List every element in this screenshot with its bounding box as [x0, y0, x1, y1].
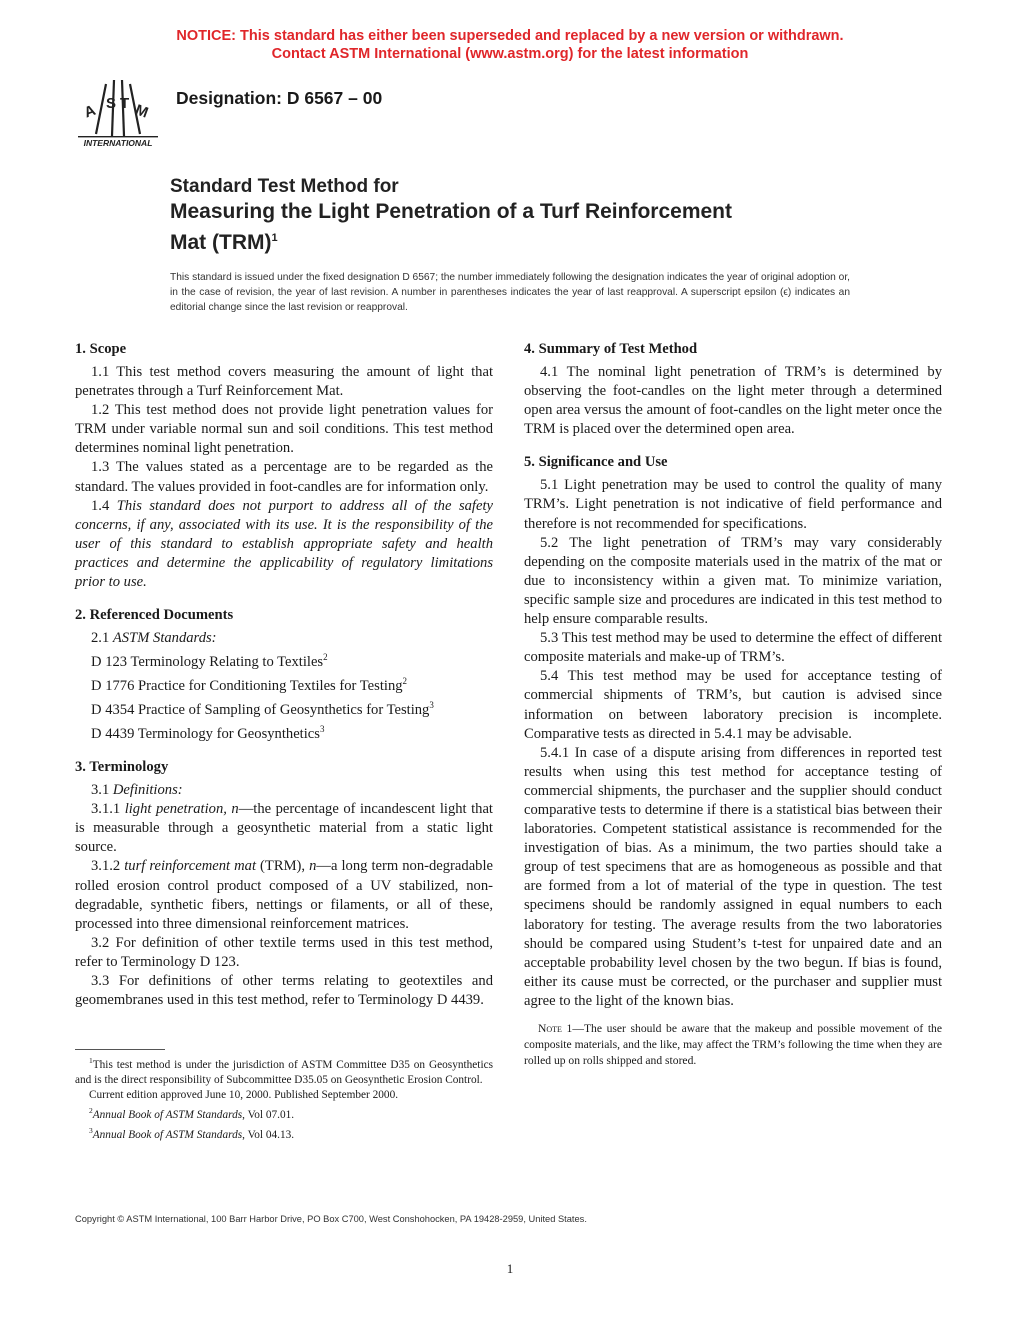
- paragraph-5-4: 5.4 This test method may be used for acceptance testing of commercial shipments of TRM’s, but caution is advised since information on between laboratory precision is incomplete. Comparative tests as directed in 5.4.1 may be advisable.: [524, 668, 942, 742]
- definition-light-penetration: 3.1.1 light penetration, n—the percentage of incandescent light that is measurable through a geosynthetic material from a static light source.: [75, 801, 493, 856]
- title-line-2: Measuring the Light Penetration of a Turf Reinforcement: [170, 200, 732, 223]
- reference-item: D 123 Terminology Relating to Textiles$^2$: [91, 652, 328, 671]
- notice-line-1: NOTICE: This standard has either been superseded and replaced by a new version or withdrawn.: [176, 28, 844, 44]
- issuance-statement: This standard is issued under the fixed designation D 6567; the number immediately following the designation indicates the year of original adoption or, in the case of revision, the year of last revision. A number in parentheses indicates the year of last reapproval. A superscript epsilon (ϵ) indicates an editorial change since the last revision or reapproval.: [170, 272, 850, 313]
- note-1: Note 1—The user should be aware that the makeup and possible movement of the composite materials, and the like, may affect the TRM’s following the time when they are rolled up on rolls shipped and stored.: [524, 1022, 942, 1067]
- right-column: [524, 340, 942, 1069]
- svg-text:T: T: [120, 95, 130, 112]
- paragraph-5-1: 5.1 Light penetration may be used to control the quality of many TRM’s. Light penetration is not indicative of field performance and therefore is not recommended for specifications.: [524, 477, 942, 532]
- definitions-label: 3.1 Definitions:: [91, 782, 183, 799]
- paragraph-5-3: 5.3 This test method may be used to determine the effect of different composite materials and make-up of TRM’s.: [524, 630, 942, 666]
- section-heading-referenced-documents: 2. Referenced Documents: [75, 607, 234, 624]
- paragraph-4-1: 4.1 The nominal light penetration of TRM’s is determined by observing the foot-candles on the light meter through a determined open area versus the amount of foot-candles on the light meter once the TRM is placed over the determined open area.: [524, 364, 942, 438]
- paragraph-3-2: 3.2 For definition of other textile terms used in this test method, refer to Terminology D 123.: [75, 934, 493, 970]
- footnote-1-edition: Current edition approved June 10, 2000. Published September 2000.: [89, 1088, 399, 1101]
- title-line-1: Standard Test Method for: [170, 176, 399, 197]
- paragraph-3-3: 3.3 For definitions of other terms relating to geotextiles and geomembranes used in this test method, refer to Terminology D 4439.: [75, 972, 493, 1009]
- reference-item: D 4354 Practice of Sampling of Geosynthetics for Testing$^3$: [91, 700, 434, 718]
- definition-turf-reinforcement-mat: 3.1.2 turf reinforcement mat (TRM), n—a long term non-degradable rolled erosion control product composed of a UV stabilized, non-degradable, synthetic fibers, nettings or filaments, or all of these, processed into three dimensional reinforcement matrices.: [75, 858, 493, 932]
- section-heading-significance: 5. Significance and Use: [524, 454, 668, 471]
- astm-standards-label: 2.1 ASTM Standards:: [91, 630, 217, 647]
- section-heading-terminology: 3. Terminology: [75, 759, 169, 776]
- footnote-3: $^3$Annual Book of ASTM Standards, Vol 04.13.: [89, 1125, 295, 1141]
- logo-text: INTERNATIONAL: [83, 138, 153, 148]
- svg-text:S: S: [106, 95, 117, 112]
- paragraph-1-1: 1.1 This test method covers measuring the amount of light that penetrates through a Turf Reinforcement Mat.: [75, 364, 493, 400]
- title-footnote-mark: 1: [271, 232, 278, 244]
- document-title: [170, 175, 732, 256]
- svg-text:M: M: [132, 101, 151, 122]
- paragraph-1-3: 1.3 The values stated as a percentage are to be regarded as the standard. The values provided in foot-candles are for information only.: [75, 459, 493, 495]
- section-heading-summary: 4. Summary of Test Method: [524, 341, 698, 357]
- section-heading-scope: 1. Scope: [75, 341, 127, 357]
- footnote-1: $^1$This test method is under the jurisdiction of ASTM Committee D35 on Geosynthetics and is the direct responsibility of Subcommittee D35.05 on Geosynthetic Erosion Control.: [75, 1056, 493, 1086]
- paragraph-5-4-1: 5.4.1 In case of a dispute arising from differences in reported test results when using this test method for acceptance testing of commercial shipments, the purchaser and the supplier should conduct comparative tests to determine if there is a statistical bias between their laboratories. Competent statistical assistance is recommended for the investigation of bias. As a minimum, the two parties should take a group of test specimens that are as homogeneous as possible and that are formed from a lot of material of the type in question. The test specimens should be randomly assigned in equal numbers to each laboratory for testing. The average results from the two laboratories should be compared using Student’s t-test for unpaired date and an acceptable probability level chosen by the two begun. If bias is found, either its cause must be corrected, or the purchaser and supplier must agree to the light of the known bias.: [524, 744, 942, 1009]
- left-column: [75, 340, 493, 1010]
- reference-item: D 4439 Terminology for Geosynthetics$^3$: [91, 724, 325, 742]
- designation: Designation: D 6567 – 00: [176, 88, 383, 108]
- svg-text:A: A: [81, 101, 98, 122]
- copyright: Copyright © ASTM International, 100 Barr Harbor Drive, PO Box C700, West Conshohocken, PA 19428-2959, United States.: [75, 1214, 587, 1224]
- page-number: 1: [506, 1261, 514, 1276]
- astm-international-logo-icon: [76, 76, 160, 150]
- paragraph-1-4: 1.4 This standard does not purport to address all of the safety concerns, if any, associated with its use. It is the responsibility of the user of this standard to establish appropriate safety and health practices and determine the applicability of regulatory limitations prior to use.: [75, 497, 493, 591]
- reference-item: D 1776 Practice for Conditioning Textiles for Testing$^2$: [91, 676, 408, 695]
- footnotes: [75, 1053, 493, 1142]
- paragraph-1-2: 1.2 This test method does not provide light penetration values for TRM under variable normal sun and soil conditions. This test method determines nominal light penetration.: [75, 402, 493, 457]
- title-line-3: Mat (TRM)$^1$: [170, 231, 278, 254]
- paragraph-5-2: 5.2 The light penetration of TRM’s may vary considerably depending on the composite materials used in the matrix of the mat or due to inconsistency within a given mat. To minimize variation, specific sample size and procedures are indicated in this test method to help ensure comparable results.: [524, 534, 942, 628]
- withdrawal-notice: [0, 27, 1020, 63]
- notice-line-2: Contact ASTM International (www.astm.org) for the latest information: [271, 46, 749, 62]
- footnote-rule: [75, 1049, 165, 1050]
- footnote-2: $^2$Annual Book of ASTM Standards, Vol 07.01.: [89, 1105, 295, 1121]
